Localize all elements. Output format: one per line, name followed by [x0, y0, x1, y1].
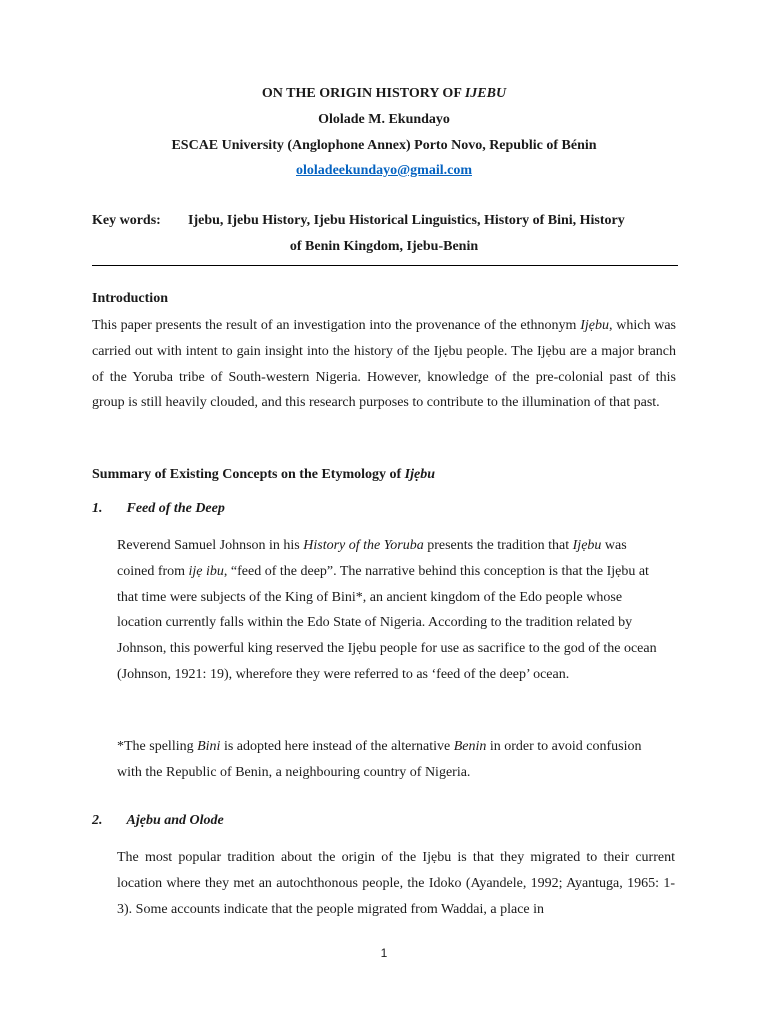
section-2-paragraph: The most popular tradition about the origin of the Ijẹbu is that they migrated to their current location where they met an autochthonous people, the Idoko (Ayandele, 1992; Ayantuga, 1965: 1-3). Some accounts indicate that the people migrated from Waddai, a place in	[117, 850, 675, 917]
section-2-title: Ajẹbu and Olode	[126, 813, 224, 828]
page-number: 1	[380, 946, 388, 960]
author-name: Ololade M. Ekundayo	[318, 112, 450, 127]
book-title: History of the Yoruba	[303, 538, 424, 553]
section-2-number: 2.	[92, 813, 103, 828]
summary-heading: Summary of Existing Concepts on the Etymology of Ijẹbu	[92, 467, 436, 482]
paper-title-emphasis: IJEBU	[464, 86, 507, 101]
paper-title-text: ON THE ORIGIN HISTORY OF	[261, 86, 465, 101]
email-link[interactable]: ololadeekundayo@gmail.com	[296, 163, 472, 178]
keywords-line-2: of Benin Kingdom, Ijebu-Benin	[289, 239, 479, 254]
ethnonym-term: Ijẹbu	[580, 318, 609, 333]
introduction-heading: Introduction	[92, 291, 168, 306]
keywords-label: Key words:	[92, 213, 161, 228]
email-link-line	[0, 163, 768, 179]
introduction-paragraph: This paper presents the result of an investigation into the provenance of the ethnonym Ijẹbu, which was carried out with intent to gain insight into the history of the Ijẹbu people. The Ijẹbu are a major branch of the Yoruba tribe of South-western Nigeria. However, knowledge of the pre-colonial past of this group is still heavily clouded, and this research purposes to contribute to the illumination of that past.	[92, 318, 676, 411]
author-affiliation: ESCAE University (Anglophone Annex) Porto Novo, Republic of Bénin	[171, 138, 597, 153]
header-divider	[92, 265, 678, 266]
section-1-number: 1.	[92, 501, 103, 516]
section-2-heading	[92, 813, 224, 829]
section-1-paragraph: Reverend Samuel Johnson in his History of the Yoruba presents the tradition that Ijẹbu was coined from ijẹ ibu, “feed of the deep”. The narrative behind this conception is that the Ijẹbu at that time were subjects of the King of Bini*, an ancient kingdom of the Edo people whose location currently falls within the Edo State of Nigeria. According to the tradition related by Johnson, this powerful king reserved the Ijẹbu people for use as sacrifice to the god of the ocean (Johnson, 1921: 19), wherefore they were referred to as ‘feed of the deep’ ocean.	[117, 538, 657, 682]
section-1-title: Feed of the Deep	[126, 501, 225, 516]
paper-title	[0, 86, 768, 102]
keywords-line-1: Ijebu, Ijebu History, Ijebu Historical Linguistics, History of Bini, History	[188, 213, 625, 228]
section-1-footnote: *The spelling Bini is adopted here instead of the alternative Benin in order to avoid confusion with the Republic of Benin, a neighbouring country of Nigeria.	[117, 739, 642, 780]
section-1-heading	[92, 501, 225, 517]
